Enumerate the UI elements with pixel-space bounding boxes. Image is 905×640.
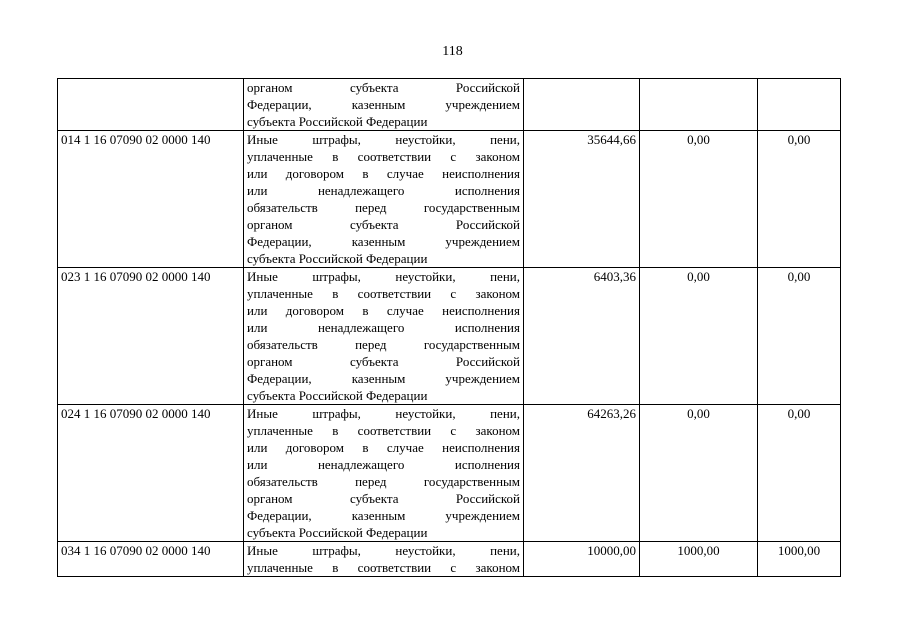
description-line: обязательств перед государственным [247,200,520,215]
description-line: уплаченные в соответствии с законом [247,286,520,301]
table-row [58,131,841,268]
row-code-cell: 023 1 16 07090 02 0000 140 [58,268,244,405]
row-code-cell [58,79,244,131]
row-value-3-cell: 0,00 [758,268,841,405]
description-line: уплаченные в соответствии с законом [247,423,520,438]
row-value-1-cell [524,79,640,131]
page-number: 118 [442,44,463,59]
row-value-2-cell: 0,00 [640,405,758,542]
description-line: или ненадлежащего исполнения [247,457,520,472]
table-row [58,405,841,542]
row-description-cell [244,79,524,131]
row-value-3-cell [758,79,841,131]
budget-table-body [58,79,841,577]
description-line: Федерации, казенным учреждением [247,508,520,523]
description-line: или договором в случае неисполнения [247,440,520,455]
description-line: Иные штрафы, неустойки, пени, [247,406,520,421]
description-line: субъекта Российской Федерации [247,251,428,266]
row-code-cell: 034 1 16 07090 02 0000 140 [58,542,244,577]
row-value-1-cell: 6403,36 [524,268,640,405]
row-description-cell [244,268,524,405]
description-line: Иные штрафы, неустойки, пени, [247,269,520,284]
description-line: Федерации, казенным учреждением [247,97,520,112]
row-description-cell [244,131,524,268]
row-value-1-cell: 35644,66 [524,131,640,268]
row-value-3-cell: 0,00 [758,131,841,268]
row-code-cell: 024 1 16 07090 02 0000 140 [58,405,244,542]
table-row [58,268,841,405]
description-line: Федерации, казенным учреждением [247,371,520,386]
description-line: органом субъекта Российской [247,80,520,95]
description-line: органом субъекта Российской [247,217,520,232]
description-line: обязательств перед государственным [247,474,520,489]
description-line: субъекта Российской Федерации [247,388,428,403]
row-value-1-cell: 10000,00 [524,542,640,577]
row-description-cell [244,542,524,577]
row-value-2-cell: 0,00 [640,131,758,268]
budget-table [57,78,841,577]
row-value-3-cell: 1000,00 [758,542,841,577]
description-line: или договором в случае неисполнения [247,166,520,181]
description-line: обязательств перед государственным [247,337,520,352]
row-value-2-cell [640,79,758,131]
description-line: органом субъекта Российской [247,491,520,506]
description-line: Федерации, казенным учреждением [247,234,520,249]
description-line: уплаченные в соответствии с законом [247,560,520,575]
description-line: или ненадлежащего исполнения [247,183,520,198]
row-code-cell: 014 1 16 07090 02 0000 140 [58,131,244,268]
description-line: уплаченные в соответствии с законом [247,149,520,164]
description-line: субъекта Российской Федерации [247,114,428,129]
description-line: или ненадлежащего исполнения [247,320,520,335]
description-line: Иные штрафы, неустойки, пени, [247,132,520,147]
table-row [58,79,841,131]
description-line: Иные штрафы, неустойки, пени, [247,543,520,558]
row-value-3-cell: 0,00 [758,405,841,542]
table-row [58,542,841,577]
row-value-2-cell: 1000,00 [640,542,758,577]
row-description-cell [244,405,524,542]
row-value-2-cell: 0,00 [640,268,758,405]
description-line: субъекта Российской Федерации [247,525,428,540]
description-line: органом субъекта Российской [247,354,520,369]
row-value-1-cell: 64263,26 [524,405,640,542]
description-line: или договором в случае неисполнения [247,303,520,318]
